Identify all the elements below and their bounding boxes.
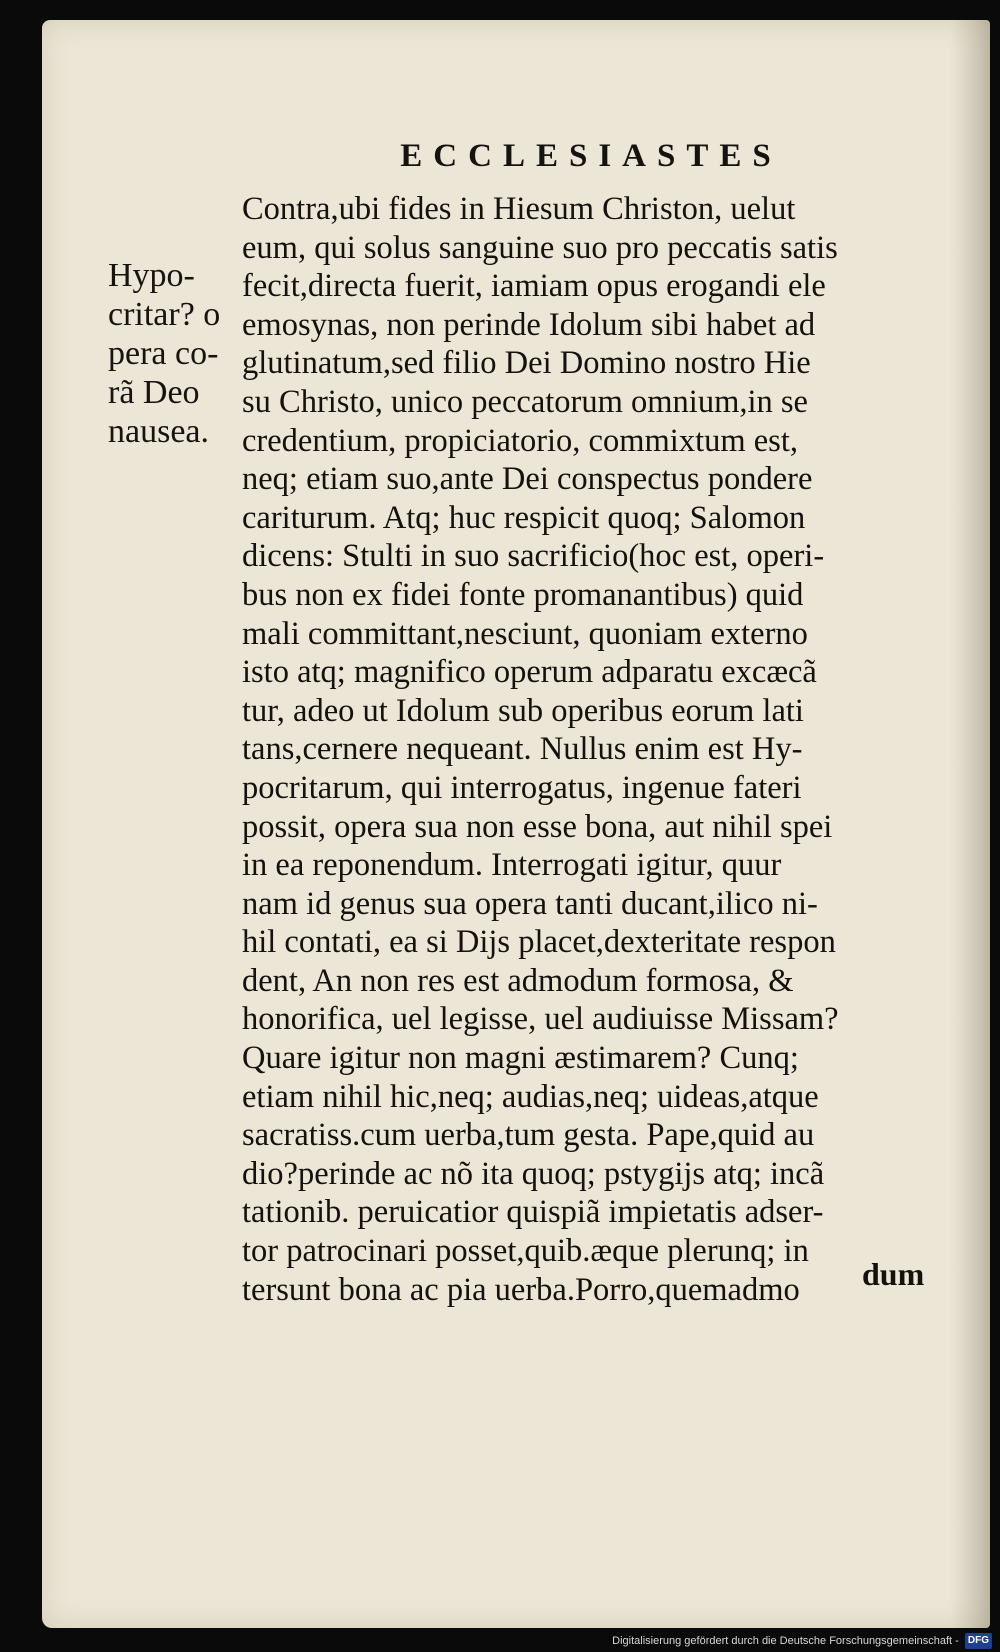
text-line: su Christo, unico peccatorum omnium,in se: [242, 383, 808, 420]
margin-note-line: pera co-: [108, 335, 219, 372]
book-page: [42, 20, 990, 1628]
running-title: ECCLESIASTES: [400, 138, 782, 174]
text-line: dio?perinde ac nõ ita quoq; pstygijs atq; incã: [242, 1155, 825, 1192]
margin-note-line: critar? o: [108, 296, 221, 333]
body-text: [242, 190, 942, 1309]
text-line: isto atq; magnifico operum adparatu excæcã: [242, 654, 817, 691]
text-line: sacratiss.cum uerba,tum gesta. Pape,quid au: [242, 1117, 815, 1154]
text-line: etiam nihil hic,neq; audias,neq; uideas,atque: [242, 1078, 819, 1115]
text-line: tur, adeo ut Idolum sub operibus eorum lati: [242, 692, 804, 729]
dfg-logo: DFG: [965, 1633, 992, 1649]
text-line: hil contati, ea si Dijs placet,dexteritate respon: [242, 924, 836, 961]
text-line: in ea reponendum. Interrogati igitur, quur: [242, 847, 782, 884]
text-line: Contra,ubi fides in Hiesum Christon, uelut: [242, 191, 796, 227]
text-line: neq; etiam suo,ante Dei conspectus pondere: [242, 461, 813, 498]
text-line: Quare igitur non magni æstimarem? Cunq;: [242, 1040, 799, 1077]
text-line: tans,cernere nequeant. Nullus enim est Hy-: [242, 731, 803, 768]
text-line: cariturum. Atq; huc respicit quoq; Salomon: [242, 499, 806, 536]
page-gutter-shadow: [950, 20, 990, 1628]
catchword: dum: [862, 1256, 925, 1292]
text-line: tationib. peruicatior quispiã impietatis adser-: [242, 1194, 824, 1231]
text-line: pocritarum, qui interrogatus, ingenue fateri: [242, 769, 802, 806]
text-line: credentium, propiciatorio, commixtum est,: [242, 422, 798, 459]
credit-text: Digitalisierung gefördert durch die Deutsche Forschungsgemeinschaft -: [612, 1635, 959, 1647]
text-line: bus non ex fidei fonte promanantibus) quid: [242, 576, 804, 613]
margin-note: [108, 256, 248, 451]
text-line: possit, opera sua non esse bona, aut nihil spei: [242, 808, 833, 845]
text-line: nam id genus sua opera tanti ducant,ilico ni-: [242, 885, 818, 922]
text-line: dent, An non res est admodum formosa, &: [242, 962, 794, 999]
margin-note-line: Hypo-: [108, 257, 195, 294]
text-line: dicens: Stulti in suo sacrificio(hoc est, operi-: [242, 538, 825, 575]
text-line: tor patrocinari posset,quib.æque plerunq; in: [242, 1233, 809, 1270]
text-line: fecit,directa fuerit, iamiam opus erogandi ele: [242, 268, 826, 305]
text-line: glutinatum,sed filio Dei Domino nostro Hie: [242, 345, 811, 382]
digitization-credit: [580, 1630, 1000, 1652]
margin-note-line: rã Deo: [108, 374, 200, 411]
text-line: tersunt bona ac pia uerba.Porro,quemadmo: [242, 1271, 800, 1308]
text-line: eum, qui solus sanguine suo pro peccatis satis: [242, 229, 838, 266]
text-line: honorifica, uel legisse, uel audiuisse Missam?: [242, 1001, 839, 1038]
text-line: emosynas, non perinde Idolum sibi habet ad: [242, 306, 816, 343]
margin-note-line: nausea.: [108, 413, 210, 450]
text-line: mali committant,nesciunt, quoniam externo: [242, 615, 808, 652]
